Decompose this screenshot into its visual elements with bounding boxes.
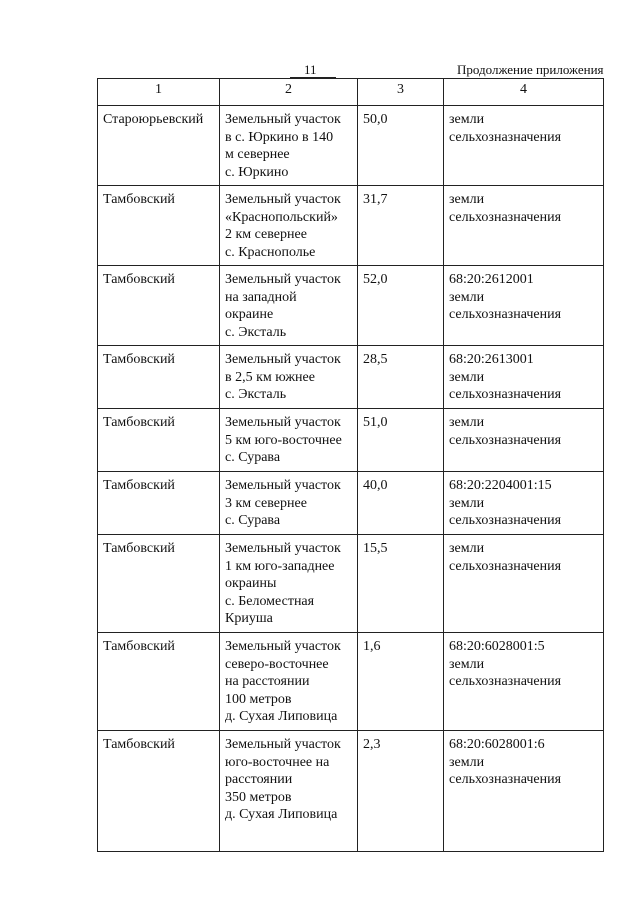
location-line: Земельный участок <box>225 192 341 207</box>
table-row <box>98 535 604 633</box>
district-cell: Тамбовский <box>98 633 220 731</box>
location-cell <box>220 535 358 633</box>
area-cell: 31,7 <box>358 186 444 266</box>
location-cell <box>220 472 358 535</box>
location-line: Земельный участок <box>225 415 341 430</box>
table-row <box>98 346 604 409</box>
district-cell: Тамбовский <box>98 186 220 266</box>
location-line: 350 метров <box>225 789 292 805</box>
continuation-note: Продолжение приложения <box>457 62 604 77</box>
location-line: юго-восточнее на <box>225 754 330 770</box>
location-line: Земельный участок <box>225 112 341 127</box>
district-cell: Тамбовский <box>98 346 220 409</box>
location-line: расстоянии <box>225 772 293 787</box>
table-row <box>98 731 604 852</box>
district-cell: Тамбовский <box>98 731 220 852</box>
area-cell: 28,5 <box>358 346 444 409</box>
location-line: с. Эксталь <box>225 387 287 402</box>
category-line: земли <box>449 495 485 511</box>
location-line: 2 км севернее <box>225 227 307 242</box>
appendix-table <box>97 78 604 852</box>
location-line: с. Юркино <box>225 164 289 180</box>
area-cell: 50,0 <box>358 106 444 186</box>
location-cell <box>220 266 358 346</box>
table-header <box>98 79 604 106</box>
column-header-2: 2 <box>220 79 358 106</box>
location-cell <box>220 346 358 409</box>
table-body <box>98 106 604 852</box>
location-line: с. Беломестная <box>225 593 315 609</box>
category-cell <box>444 186 604 266</box>
category-line: сельхозназначения <box>449 307 562 322</box>
table-row <box>98 472 604 535</box>
location-line: 3 км севернее <box>225 495 307 511</box>
page-number: 11 <box>304 62 317 77</box>
category-line: 68:20:2204001:15 <box>449 478 552 493</box>
area-cell: 40,0 <box>358 472 444 535</box>
category-line: земли <box>449 192 485 207</box>
table-row <box>98 186 604 266</box>
location-cell <box>220 186 358 266</box>
category-cell <box>444 266 604 346</box>
category-line: сельхозназначения <box>449 558 562 574</box>
category-cell <box>444 731 604 852</box>
location-line: окраине <box>225 307 274 322</box>
category-line: земли <box>449 112 485 127</box>
category-line: земли <box>449 754 485 770</box>
location-line: Земельный участок <box>225 541 341 556</box>
location-line: Земельный участок <box>225 639 341 654</box>
category-cell <box>444 633 604 731</box>
area-cell: 52,0 <box>358 266 444 346</box>
column-header-1: 1 <box>98 79 220 106</box>
location-cell <box>220 633 358 731</box>
header-row <box>98 79 604 106</box>
location-cell <box>220 731 358 852</box>
location-line: Криуша <box>225 611 273 626</box>
category-line: земли <box>449 289 485 305</box>
table-row <box>98 409 604 472</box>
district-cell: Староюрьевский <box>98 106 220 186</box>
location-line: в с. Юркино в 140 <box>225 129 334 145</box>
category-cell <box>444 106 604 186</box>
category-line: сельхозназначения <box>449 674 562 689</box>
location-line: с. Краснополье <box>225 244 316 260</box>
location-line: 100 метров <box>225 691 292 707</box>
location-line: «Краснопольский» <box>225 209 338 225</box>
district-cell: Тамбовский <box>98 409 220 472</box>
category-cell <box>444 535 604 633</box>
category-cell <box>444 472 604 535</box>
district-cell: Тамбовский <box>98 472 220 535</box>
location-line: м севернее <box>225 147 290 162</box>
category-line: 68:20:6028001:6 <box>449 737 545 752</box>
district-cell: Тамбовский <box>98 266 220 346</box>
location-line: Земельный участок <box>225 478 341 493</box>
category-line: сельхозназначения <box>449 387 562 402</box>
category-line: земли <box>449 415 485 430</box>
category-line: 68:20:2613001 <box>449 352 534 367</box>
category-line: сельхозназначения <box>449 129 562 145</box>
district-cell: Тамбовский <box>98 535 220 633</box>
category-line: земли <box>449 369 485 385</box>
category-line: сельхозназначения <box>449 772 562 787</box>
column-header-3: 3 <box>358 79 444 106</box>
category-cell <box>444 409 604 472</box>
table-row <box>98 266 604 346</box>
location-cell <box>220 409 358 472</box>
category-line: земли <box>449 541 485 556</box>
category-line: сельхозназначения <box>449 209 562 225</box>
area-cell: 2,3 <box>358 731 444 852</box>
category-line: земли <box>449 656 485 672</box>
location-line: Земельный участок <box>225 352 341 367</box>
location-line: северо-восточнее <box>225 656 329 672</box>
location-line: Земельный участок <box>225 737 341 752</box>
location-cell <box>220 106 358 186</box>
location-line: в 2,5 км южнее <box>225 369 315 385</box>
location-line: 1 км юго-западнее <box>225 558 335 574</box>
category-line: 68:20:6028001:5 <box>449 639 545 654</box>
area-cell: 15,5 <box>358 535 444 633</box>
location-line: окраины <box>225 576 277 591</box>
location-line: 5 км юго-восточнее <box>225 432 342 448</box>
location-line: с. Сурава <box>225 513 281 528</box>
location-line: Земельный участок <box>225 272 341 287</box>
location-line: д. Сухая Липовица <box>225 709 338 724</box>
column-header-4: 4 <box>444 79 604 106</box>
category-cell <box>444 346 604 409</box>
category-line: сельхозназначения <box>449 432 562 448</box>
area-cell: 1,6 <box>358 633 444 731</box>
category-line: сельхозназначения <box>449 513 562 528</box>
location-line: на западной <box>225 289 297 305</box>
location-line: с. Эксталь <box>225 324 287 340</box>
area-cell: 51,0 <box>358 409 444 472</box>
location-line: д. Сухая Липовица <box>225 807 338 822</box>
table-row <box>98 106 604 186</box>
table-row <box>98 633 604 731</box>
location-line: на расстоянии <box>225 674 310 689</box>
location-line: с. Сурава <box>225 450 281 465</box>
category-line: 68:20:2612001 <box>449 272 534 287</box>
